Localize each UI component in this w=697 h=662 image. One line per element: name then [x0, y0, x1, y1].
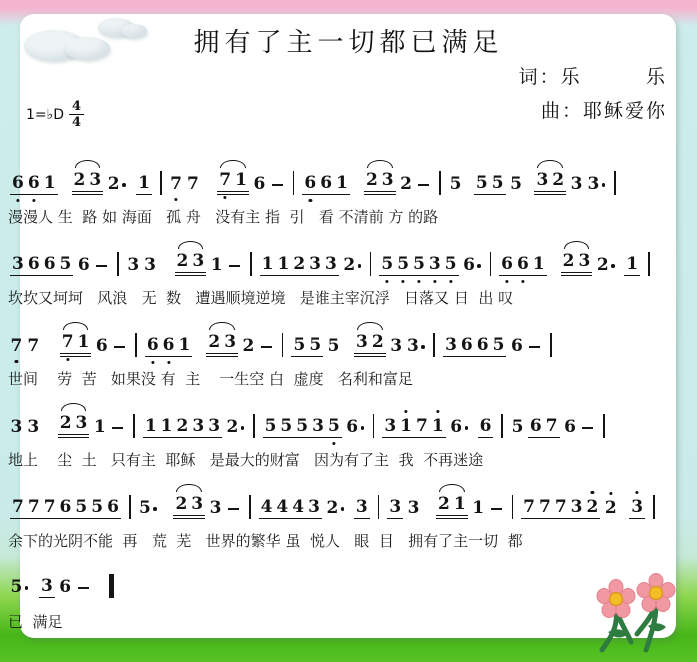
- slur-group: [561, 250, 593, 276]
- augmentation-dot: [477, 264, 481, 268]
- lyrics-row: 地上 尘 土 只有主 耶稣 是最大的财富 因为有了主 我 不再迷途: [8, 451, 484, 469]
- note: 5: [327, 416, 340, 436]
- slur-group: [436, 493, 468, 519]
- note: 3: [381, 170, 394, 190]
- note: 3: [390, 336, 403, 356]
- barline: [282, 333, 284, 357]
- notation-row: [8, 493, 695, 525]
- note: 7: [554, 497, 567, 517]
- note: 5: [309, 335, 322, 355]
- beam-group: [499, 253, 547, 276]
- note: 1: [472, 498, 485, 518]
- score-line: [8, 401, 695, 469]
- barline: [648, 252, 650, 276]
- notation-row: [8, 250, 695, 282]
- flowers-decoration: [580, 570, 685, 660]
- beam-group: [143, 415, 222, 438]
- beam-group: [263, 415, 342, 438]
- duration-dash: [529, 346, 540, 348]
- note: 5: [449, 174, 462, 194]
- note: 6: [564, 417, 576, 437]
- note: 3: [309, 254, 321, 274]
- barline: [133, 414, 135, 438]
- note: 6: [304, 173, 317, 193]
- note: 1: [77, 332, 90, 352]
- barline: [378, 495, 380, 519]
- beam-group: [259, 496, 322, 519]
- note: 5: [10, 576, 30, 598]
- note: 1: [235, 170, 247, 190]
- note: 5: [59, 254, 72, 274]
- note: 3: [127, 255, 140, 275]
- note: 5: [397, 254, 410, 274]
- duration-dash: [229, 265, 240, 267]
- flower-center: [650, 587, 663, 600]
- beam-group: [302, 172, 350, 195]
- note: 6: [516, 254, 529, 274]
- note: 7: [416, 416, 428, 436]
- note: 2: [604, 498, 617, 518]
- note: 1: [431, 416, 444, 436]
- note: 7: [12, 497, 24, 517]
- note: 1: [210, 255, 223, 275]
- note: 3: [191, 494, 204, 514]
- note: 2: [562, 251, 575, 271]
- note: 1: [138, 173, 150, 193]
- duration-dash: [228, 508, 239, 510]
- note: 2: [596, 254, 616, 276]
- note: 7: [27, 336, 40, 356]
- lyrics-row: 已 满足: [8, 613, 63, 631]
- note: 3: [570, 497, 583, 517]
- note: 2: [176, 416, 189, 436]
- note: 1: [277, 254, 290, 274]
- note: 2: [400, 174, 412, 194]
- note: 5: [475, 173, 488, 193]
- note: 3: [631, 497, 644, 517]
- time-signature-denominator: 4: [72, 115, 82, 130]
- beam-group: [474, 172, 506, 195]
- score-line: [8, 482, 695, 550]
- duration-dash: [491, 508, 502, 510]
- note: 6: [253, 174, 266, 194]
- slur-group: [60, 331, 92, 357]
- note: 3: [536, 170, 549, 190]
- beam-group: [291, 334, 323, 357]
- note: 6: [501, 254, 513, 274]
- slur-group: [354, 331, 386, 357]
- final-barline: [109, 574, 114, 598]
- note: 6: [510, 336, 523, 356]
- lyrics-row: 坎坎又坷坷 风浪 无 数 遭遇顺境逆境 是谁主宰沉浮 日落又 日 出 叹: [8, 289, 514, 307]
- barline: [253, 414, 255, 438]
- note: 2: [371, 332, 384, 352]
- note: 3: [356, 332, 368, 352]
- note: 1: [93, 417, 106, 437]
- note: 3: [407, 498, 420, 518]
- duration-dash: [418, 184, 429, 186]
- duration-dash: [582, 427, 593, 429]
- note: 1: [400, 416, 412, 436]
- beam-group: [379, 253, 458, 276]
- note: 2: [176, 251, 189, 271]
- note: 3: [586, 173, 606, 195]
- note: 2: [586, 497, 599, 517]
- note: 5: [91, 497, 104, 517]
- barline: [550, 333, 552, 357]
- slur-group: [72, 169, 104, 195]
- flower-center: [610, 593, 623, 606]
- note: 6: [59, 497, 72, 517]
- beam-group: [382, 415, 445, 438]
- duration-dash: [114, 346, 125, 348]
- lyrics-row: 余下的光阴不能 再 荒 芜 世界的繁华 虽 悦人 眼 目 拥有了主一切 都: [8, 532, 523, 550]
- score-line: [8, 158, 695, 226]
- note: 2: [342, 254, 362, 276]
- note: 5: [138, 497, 158, 519]
- beam-group: [624, 253, 640, 276]
- duration-dash: [96, 265, 107, 267]
- duration-dash: [78, 587, 89, 589]
- lyrics-row: 漫漫人 生 路 如 海面 孤 舟 没有主 指 引 看 不清前 方 的路: [8, 208, 439, 226]
- beam-group: [528, 415, 560, 438]
- barline: [614, 171, 616, 195]
- beam-group: [387, 496, 403, 519]
- beam-group: [629, 496, 645, 519]
- note: 2: [73, 170, 86, 190]
- notation-row: [8, 169, 695, 201]
- note: 6: [162, 335, 175, 355]
- note: 6: [146, 335, 159, 355]
- slur-group: [58, 412, 90, 438]
- barline: [490, 252, 492, 276]
- barline: [250, 252, 252, 276]
- note: 6: [107, 497, 119, 517]
- beam-group: [521, 496, 600, 519]
- note: 3: [325, 254, 337, 274]
- note: 7: [10, 336, 23, 356]
- note: 3: [40, 576, 53, 596]
- note: 5: [444, 254, 457, 274]
- note: 7: [61, 332, 74, 352]
- composer-credit: 曲：耶稣爱你: [540, 100, 667, 122]
- slur-group: [173, 493, 205, 519]
- note: 4: [276, 497, 289, 517]
- note: 5: [511, 417, 524, 437]
- barline: [249, 495, 251, 519]
- note: 3: [208, 416, 221, 436]
- barline: [135, 333, 137, 357]
- beam-group: [10, 253, 73, 276]
- note: 6: [27, 173, 40, 193]
- barline: [439, 171, 441, 195]
- barline: [653, 495, 655, 519]
- note: 1: [178, 335, 191, 355]
- note: 5: [491, 173, 504, 193]
- note: 6: [462, 254, 482, 276]
- note: 6: [77, 255, 90, 275]
- note: 3: [192, 251, 205, 271]
- beam-group: [10, 172, 58, 195]
- time-signature: [69, 100, 84, 129]
- augmentation-dot: [421, 345, 425, 349]
- note: 3: [89, 170, 102, 190]
- note: 5: [413, 254, 425, 274]
- barline: [129, 495, 131, 519]
- note: 6: [460, 335, 473, 355]
- note: 3: [384, 416, 397, 436]
- note: 5: [264, 416, 277, 436]
- slur-group: [206, 331, 238, 357]
- beam-group: [443, 334, 506, 357]
- barline: [373, 414, 375, 438]
- note: 3: [144, 255, 156, 275]
- note: 3: [578, 251, 591, 271]
- note: 6: [345, 416, 365, 438]
- note: 2: [226, 416, 246, 438]
- note: 6: [449, 416, 469, 438]
- note: 3: [10, 417, 23, 437]
- note: 5: [381, 254, 394, 274]
- duration-dash: [112, 427, 123, 429]
- note: 6: [479, 416, 492, 436]
- augmentation-dot: [358, 264, 362, 268]
- note: 3: [209, 498, 222, 518]
- barline: [433, 333, 435, 357]
- slur-group: [364, 169, 396, 195]
- note: 2: [242, 336, 255, 356]
- note: 4: [292, 497, 305, 517]
- note: 7: [43, 497, 56, 517]
- augmentation-dot: [241, 426, 245, 430]
- note: 2: [325, 497, 345, 519]
- note: 2: [175, 494, 188, 514]
- note: 3: [355, 497, 368, 517]
- notation-row: [8, 331, 695, 363]
- note: 1: [261, 254, 274, 274]
- augmentation-dot: [153, 507, 157, 511]
- note: 3: [445, 335, 457, 355]
- augmentation-dot: [25, 586, 29, 590]
- key-label: 1=♭D: [26, 106, 65, 123]
- beam-group: [145, 334, 193, 357]
- beam-group: [10, 496, 121, 519]
- slur-group: [217, 169, 249, 195]
- slur-group: [175, 250, 207, 276]
- score-line: [8, 239, 695, 307]
- note: 2: [438, 494, 450, 514]
- beam-group: [136, 172, 152, 195]
- note: 2: [293, 254, 306, 274]
- note: 3: [192, 416, 205, 436]
- note: 3: [27, 417, 40, 437]
- beam-group: [478, 415, 494, 438]
- note: 6: [95, 336, 108, 356]
- note: 3: [570, 174, 583, 194]
- augmentation-dot: [465, 426, 469, 430]
- note: 1: [626, 254, 639, 274]
- note: 7: [186, 174, 199, 194]
- note: 3: [75, 413, 88, 433]
- note: 5: [327, 336, 340, 356]
- note: 1: [160, 416, 173, 436]
- note: 5: [296, 416, 309, 436]
- note: 1: [453, 494, 466, 514]
- note: 5: [492, 335, 505, 355]
- note: 2: [208, 332, 221, 352]
- key-signature: [26, 100, 84, 129]
- barline: [512, 495, 514, 519]
- augmentation-dot: [361, 426, 365, 430]
- lyricist-credit: 词：乐 乐: [518, 66, 667, 88]
- note: 3: [312, 416, 324, 436]
- time-signature-numerator: 4: [69, 100, 84, 115]
- lyrics-row: 世间 劳 苦 如果没 有 主 一生空 白 虚度 名利和富足: [8, 370, 413, 388]
- augmentation-dot: [602, 183, 606, 187]
- note: 6: [320, 173, 333, 193]
- note: 3: [428, 254, 441, 274]
- duration-dash: [272, 184, 283, 186]
- beam-group: [39, 575, 55, 598]
- augmentation-dot: [611, 264, 615, 268]
- note: 2: [107, 173, 127, 195]
- note: 6: [27, 254, 40, 274]
- notation-row: [8, 412, 695, 444]
- note: 7: [523, 497, 535, 517]
- note: 6: [43, 254, 56, 274]
- note: 3: [406, 335, 426, 357]
- barline: [117, 252, 119, 276]
- barline: [603, 414, 605, 438]
- note: 6: [59, 577, 72, 597]
- note: 5: [75, 497, 88, 517]
- note: 5: [510, 174, 522, 194]
- augmentation-dot: [122, 183, 126, 187]
- note: 5: [280, 416, 293, 436]
- note: 3: [308, 497, 320, 517]
- note: 7: [219, 170, 232, 190]
- barline: [501, 414, 503, 438]
- note: 1: [532, 254, 545, 274]
- score-line: [8, 320, 695, 388]
- note: 1: [144, 416, 157, 436]
- barline: [293, 171, 295, 195]
- duration-dash: [261, 346, 272, 348]
- note: 5: [293, 335, 306, 355]
- note: 1: [336, 173, 348, 193]
- note: 6: [529, 416, 542, 436]
- note: 3: [12, 254, 24, 274]
- note: 2: [552, 170, 565, 190]
- note: 6: [12, 173, 24, 193]
- barline: [370, 252, 372, 276]
- beam-group: [354, 496, 370, 519]
- augmentation-dot: [341, 507, 345, 511]
- note: 4: [260, 497, 273, 517]
- beam-group: [260, 253, 339, 276]
- note: 3: [224, 332, 237, 352]
- note: 7: [545, 416, 558, 436]
- barline: [160, 171, 162, 195]
- note: 1: [43, 173, 56, 193]
- song-title: 拥有了主一切都已满足: [193, 28, 504, 58]
- note: 6: [476, 335, 489, 355]
- note: 7: [170, 174, 182, 194]
- note: 2: [365, 170, 378, 190]
- note: 7: [27, 497, 40, 517]
- slur-group: [534, 169, 566, 195]
- note: 2: [59, 413, 72, 433]
- note: 7: [538, 497, 551, 517]
- note: 3: [389, 497, 402, 517]
